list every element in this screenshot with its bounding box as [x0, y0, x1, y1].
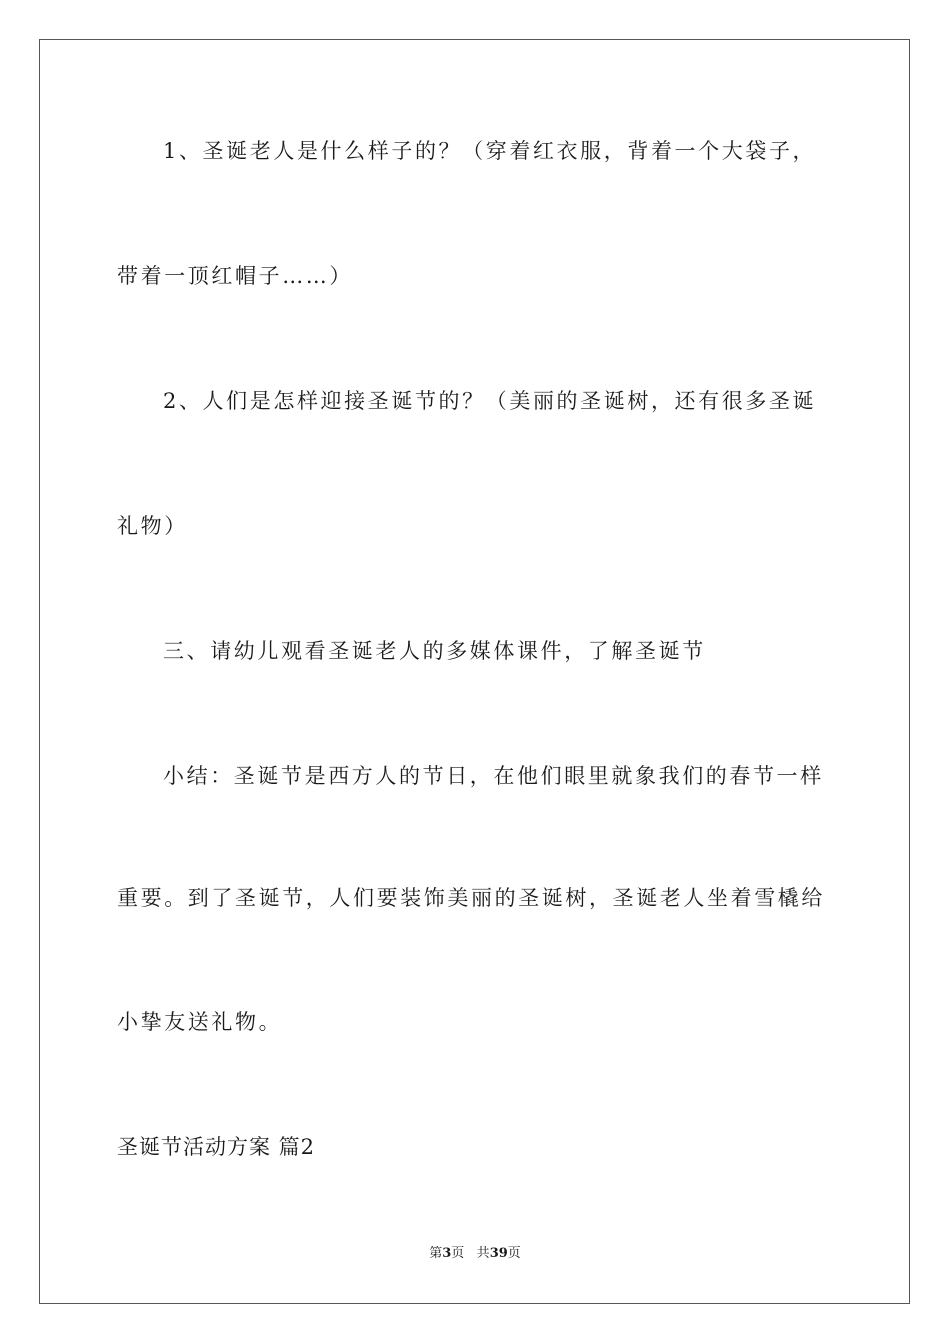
paragraph-line-3: 2、人们是怎样迎接圣诞节的？（美丽的圣诞树，还有很多圣诞: [163, 389, 817, 413]
page-frame: [39, 39, 910, 1304]
paragraph-line-2: 带着一顶红帽子……）: [117, 264, 353, 288]
paragraph-line-7: 重要。到了圣诞节，人们要装饰美丽的圣诞树，圣诞老人坐着雪橇给: [117, 886, 825, 910]
paragraph-line-6: 小结：圣诞节是西方人的节日，在他们眼里就象我们的春节一样: [163, 764, 824, 788]
paragraph-line-1: 1、圣诞老人是什么样子的？（穿着红衣服，背着一个大袋子，: [163, 139, 817, 163]
footer-page-prefix: 第: [429, 1246, 443, 1261]
footer-total-prefix: 共: [476, 1246, 490, 1261]
paragraph-line-8: 小挚友送礼物。: [117, 1010, 283, 1034]
footer-page-suffix: 页: [451, 1246, 465, 1261]
paragraph-line-4: 礼物）: [117, 514, 188, 538]
footer-total-suffix: 页: [507, 1246, 521, 1261]
paragraph-line-5: 三、请幼儿观看圣诞老人的多媒体课件，了解圣诞节: [163, 639, 706, 663]
footer-total-pages: 39: [489, 1246, 508, 1261]
page-footer: [0, 1245, 950, 1263]
footer-page-number: 3: [442, 1246, 452, 1261]
section-heading: 圣诞节活动方案 篇2: [117, 1135, 316, 1159]
